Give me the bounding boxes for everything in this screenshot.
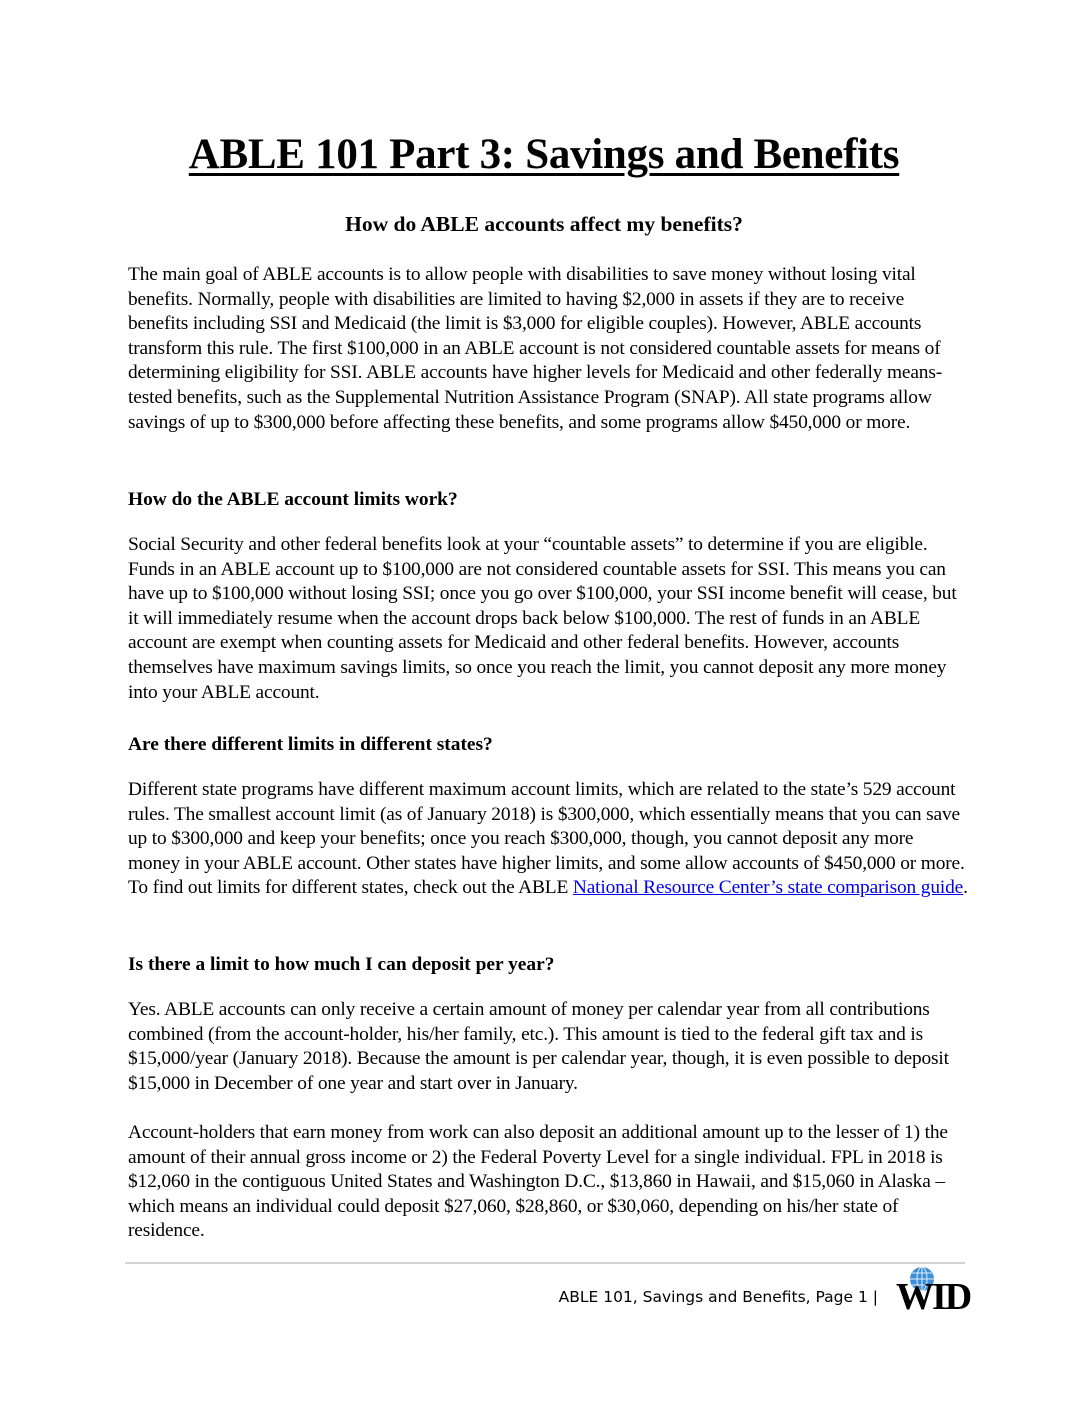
paragraph: Yes. ABLE accounts can only receive a certain amount of money per calendar year from all contributions combined (from the account-holder, his/her family, etc.). This amount is tied to the federal gift tax and is $15,000/year (January 2018). Because the amount is per calendar year, though, it is even possible to deposit $15,000 in December of one year and start over in January. (128, 999, 949, 1094)
paragraph: Social Security and other federal benefits look at your “countable assets” to determine if you are eligible. Funds in an ABLE account up to $100,000 are not considered countable assets for SSI. This means you can have up to $100,000 without losing SSI; once you go over $100,000, your SSI income benefit will cease, but it will immediately resume when the account drops back below $100,000. The rest of funds in an ABLE account are exempt when counting assets for Medicaid and other federal benefits. However, accounts themselves have maximum savings limits, so once you reach the limit, you cannot deposit any more money into your ABLE account. (128, 534, 957, 703)
state-comparison-guide-link[interactable]: National Resource Center’s state comparison guide (572, 877, 964, 899)
paragraph: Account-holders that earn money from work can also deposit an additional amount up to the lesser of 1) the amount of their annual gross income or 2) the Federal Poverty Level for a single individual. FPL in 2018 is $12,060 in the contiguous United States and Washington D.C., $13,860 in Hawaii, and $15,060 in Alaska – which means an individual could deposit $27,060, $28,860, or $30,060, depending on his/her state of residence. (128, 1122, 948, 1242)
section-body-limits-work (128, 533, 968, 705)
page-title: ABLE 101 Part 3: Savings and Benefits (188, 131, 900, 178)
intro-paragraph (128, 263, 968, 435)
section-body-earned-income (128, 1121, 968, 1244)
paragraph-text: Different state programs have different maximum account limits, which are related to the state’s 529 account rules. The smallest account limit (as of January 2018) is $300,000, which essentially means that you can save up to $300,000 and keep your benefits; once you reach $300,000, though, you cannot deposit any more money in your ABLE account. Other states have higher limits, and some allow accounts of $450,000 or more. To find out limits for different states, check out the ABLE (128, 779, 965, 899)
footer-page-label: ABLE 101, Savings and Benefits, Page 1 | (558, 1288, 878, 1306)
wid-logo (896, 1266, 971, 1318)
footer-divider (125, 1262, 965, 1264)
logo-wordmark: WID (896, 1276, 971, 1318)
page-subtitle: How do ABLE accounts affect my benefits? (345, 212, 743, 236)
paragraph (128, 778, 968, 901)
paragraph: The main goal of ABLE accounts is to allow people with disabilities to save money without losing vital benefits. Normally, people with disabilities are limited to having $2,000 in assets if they are to receive benefits including SSI and Medicaid (the limit is $3,000 for eligible couples). However, ABLE accounts transform this rule. The first $100,000 in an ABLE account is not considered countable assets for means of determining eligibility for SSI. ABLE accounts have higher levels for Medicaid and other federally means-tested benefits, such as the Supplemental Nutrition Assistance Program (SNAP). All state programs allow savings of up to $300,000 before affecting these benefits, and some programs allow $450,000 or more. (128, 264, 943, 433)
section-body-different-states (128, 778, 968, 901)
section-body-deposit-limit (128, 998, 968, 1096)
section-heading-limits-work: How do the ABLE account limits work? (128, 489, 458, 510)
paragraph-text-end: . (963, 877, 968, 899)
section-heading-different-states: Are there different limits in different states? (128, 734, 493, 755)
section-heading-deposit-limit: Is there a limit to how much I can deposit per year? (128, 954, 555, 975)
